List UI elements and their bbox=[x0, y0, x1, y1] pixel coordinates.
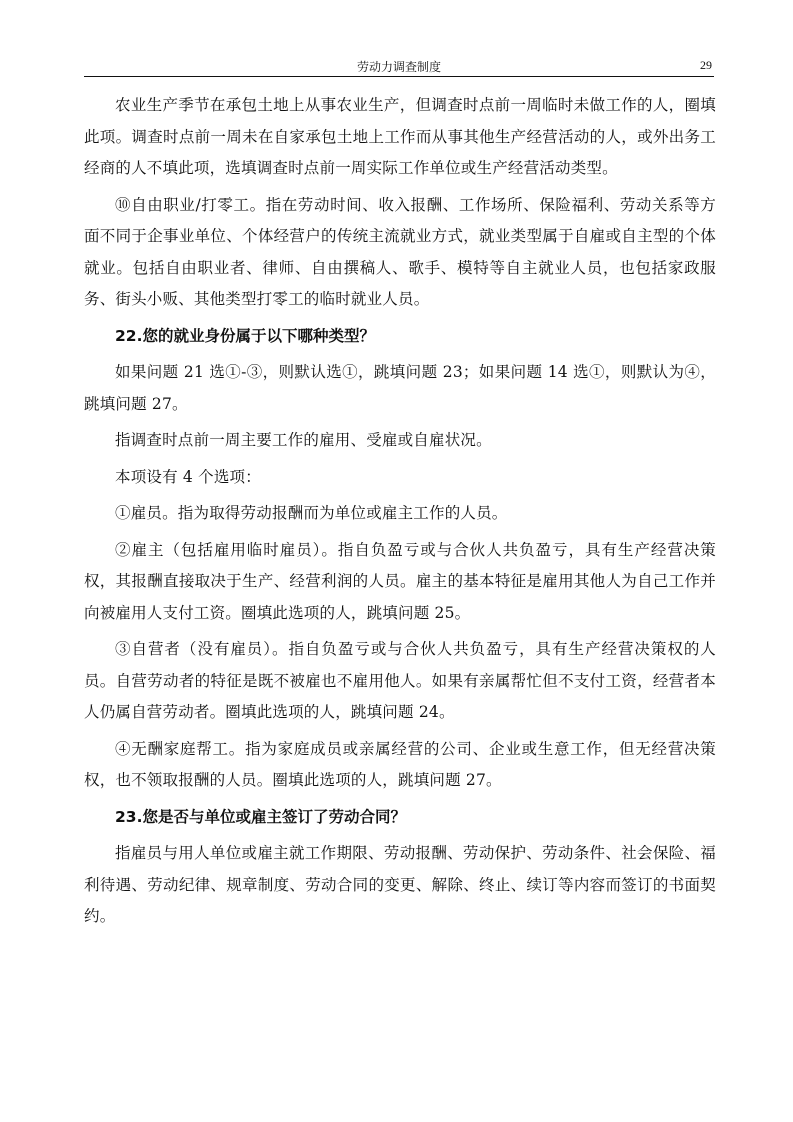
paragraph-q23-definition: 指雇员与用人单位或雇主就工作期限、劳动报酬、劳动保护、劳动条件、社会保险、福利待遇、劳动纪律、规章制度、劳动合同的变更、解除、终止、续订等内容而签订的书面契约。 bbox=[84, 844, 716, 925]
paragraph-option-family-worker: ④无酬家庭帮工。指为家庭成员或亲属经营的公司、企业或生意工作，但无经营决策权，也不领取报酬的人员。圈填此选项的人，跳填问题 27。 bbox=[84, 739, 716, 789]
document-body bbox=[84, 90, 716, 938]
paragraph-q22-skip-rule: 如果问题 21 选①-③，则默认选①，跳填问题 23；如果问题 14 选①，则默认为④，跳填问题 27。 bbox=[84, 363, 716, 413]
page-header bbox=[84, 56, 714, 77]
paragraph-option-self-employed: ③自营者（没有雇员）。指自负盈亏或与合伙人共负盈亏，具有生产经营决策权的人员。自营劳动者的特征是既不被雇也不雇用他人。如果有亲属帮忙但不支付工资，经营者本人仍属自营劳动者。圈填此选项的人，跳填问题 24。 bbox=[84, 640, 716, 721]
paragraph-freelance: ⑩自由职业/打零工。指在劳动时间、收入报酬、工作场所、保险福利、劳动关系等方面不同于企事业单位、个体经营户的传统主流就业方式，就业类型属于自雇或自主型的个体就业。包括自由职业者、律师、自由撰稿人、歌手、模特等自主就业人员，也包括家政服务、街头小贩、其他类型打零工的临时就业人员。 bbox=[84, 195, 716, 308]
paragraph-option-employee: ①雇员。指为取得劳动报酬而为单位或雇主工作的人员。 bbox=[115, 504, 508, 522]
paragraph-q22-options-count: 本项设有 4 个选项： bbox=[115, 467, 261, 486]
page-number: 29 bbox=[700, 58, 712, 72]
paragraph-agriculture: 农业生产季节在承包土地上从事农业生产，但调查时点前一周临时未做工作的人，圈填此项。调查时点前一周未在自家承包土地上工作而从事其他生产经营活动的人，或外出务工经商的人不填此项，选填调查时点前一周实际工作单位或生产经营活动类型。 bbox=[84, 96, 716, 177]
question-22-heading: 22.您的就业身份属于以下哪种类型？ bbox=[115, 326, 375, 345]
paragraph-option-employer: ②雇主（包括雇用临时雇员）。指自负盈亏或与合伙人共负盈亏，具有生产经营决策权，其报酬直接取决于生产、经营利润的人员。雇主的基本特征是雇用其他人为自己工作并向被雇用人支付工资。圈填此选项的人，跳填问题 25。 bbox=[84, 540, 716, 622]
question-23-heading: 23.您是否与单位或雇主签订了劳动合同？ bbox=[115, 807, 406, 826]
paragraph-q22-definition: 指调查时点前一周主要工作的雇用、受雇或自雇状况。 bbox=[115, 431, 492, 449]
header-title: 劳动力调查制度 bbox=[356, 60, 441, 74]
